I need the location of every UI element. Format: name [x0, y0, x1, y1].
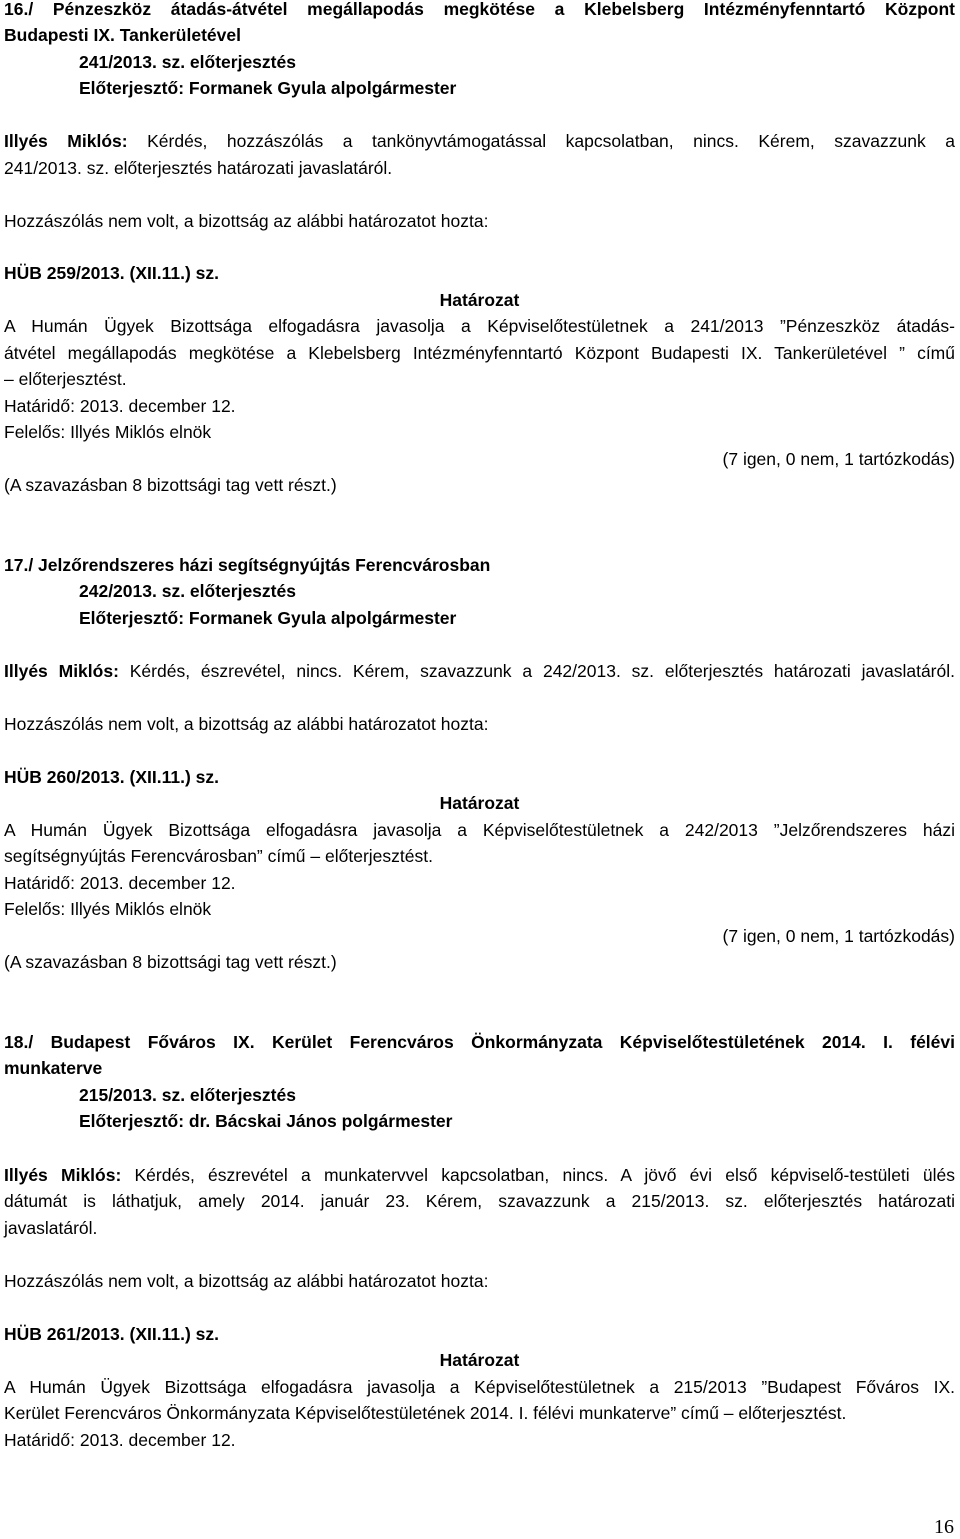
item-18-resolution-text-2: Kerület Ferencváros Önkormányzata Képviselőtestületének 2014. I. félévi munkaterve” című – előterjesztést.: [4, 1403, 847, 1423]
item-18-heading: 18./ Budapest Főváros IX. Kerület Ferencváros Önkormányzata Képviselőtestületének 2014. I. félévi: [4, 1032, 955, 1052]
item-16-participants: (A szavazásban 8 bizottsági tag vett részt.): [4, 475, 337, 495]
item-16-heading-cont: Budapesti IX. Tankerületével: [4, 25, 241, 45]
item-18-number: 215/2013. sz. előterjesztés: [79, 1085, 296, 1105]
item-18-speech: [4, 1162, 955, 1188]
item-17-presenter: Előterjesztő: Formanek Gyula alpolgármester: [79, 608, 457, 628]
item-18-presenter: Előterjesztő: dr. Bácskai János polgármester: [79, 1111, 453, 1131]
item-16-vote: (7 igen, 0 nem, 1 tartózkodás): [722, 449, 955, 469]
item-16-responsible: Felelős: Illyés Miklós elnök: [4, 422, 212, 442]
speaker-name: Illyés Miklós:: [4, 1165, 122, 1185]
item-17-no-comment: Hozzászólás nem volt, a bizottság az alábbi határozatot hozta:: [4, 714, 489, 734]
item-16-number: 241/2013. sz. előterjesztés: [79, 52, 296, 72]
item-17-heading: 17./ Jelzőrendszeres házi segítségnyújtás Ferencvárosban: [4, 555, 491, 575]
item-18-resolution-title: Határozat: [439, 1350, 520, 1370]
speech-text: Kérdés, észrevétel, nincs. Kérem, szavazzunk a 242/2013. sz. előterjesztés határozati javaslatáról.: [118, 661, 955, 681]
speaker-name: Illyés Miklós:: [4, 131, 128, 151]
item-16-no-comment: Hozzászólás nem volt, a bizottság az alábbi határozatot hozta:: [4, 211, 489, 231]
item-18-deadline: Határidő: 2013. december 12.: [4, 1430, 236, 1450]
item-16-deadline: Határidő: 2013. december 12.: [4, 396, 236, 416]
speech-text: Kérdés, hozzászólás a tankönyvtámogatással kapcsolatban, nincs. Kérem, szavazzunk a: [127, 131, 955, 151]
item-16-resolution-text: A Humán Ügyek Bizottsága elfogadásra javasolja a Képviselőtestületnek a 241/2013 ”Pénzeszköz átadás-: [4, 316, 955, 336]
page-number: 16: [934, 1516, 954, 1538]
item-16-resolution-id: HÜB 259/2013. (XII.11.) sz.: [4, 263, 219, 283]
item-17-resolution-title: Határozat: [439, 793, 520, 813]
item-17-number: 242/2013. sz. előterjesztés: [79, 581, 296, 601]
item-16-resolution-title: Határozat: [439, 290, 520, 310]
item-17-responsible: Felelős: Illyés Miklós elnök: [4, 899, 212, 919]
item-17-deadline: Határidő: 2013. december 12.: [4, 873, 236, 893]
speaker-name: Illyés Miklós:: [4, 661, 119, 681]
item-16-presenter: Előterjesztő: Formanek Gyula alpolgármester: [79, 78, 457, 98]
item-18-resolution-id: HÜB 261/2013. (XII.11.) sz.: [4, 1324, 219, 1344]
speech-text: Kérdés, észrevétel a munkatervvel kapcsolatban, nincs. A jövő évi első képviselő-testületi ülés: [121, 1165, 956, 1185]
item-18-resolution-text: A Humán Ügyek Bizottsága elfogadásra javasolja a Képviselőtestületnek a 215/2013 ”Budapest Főváros IX.: [4, 1377, 955, 1397]
item-16-speech-cont: 241/2013. sz. előterjesztés határozati javaslatáról.: [4, 158, 393, 178]
item-16-heading: 16./ Pénzeszköz átadás-átvétel megállapodás megkötése a Klebelsberg Intézményfenntartó Központ: [4, 0, 955, 19]
item-17-speech: [4, 658, 955, 684]
item-17-resolution-id: HÜB 260/2013. (XII.11.) sz.: [4, 767, 219, 787]
item-17-resolution-text-2: segítségnyújtás Ferencvárosban” című – előterjesztést.: [4, 846, 433, 866]
item-17-participants: (A szavazásban 8 bizottsági tag vett részt.): [4, 952, 337, 972]
item-16-resolution-text-3: – előterjesztést.: [4, 369, 127, 389]
item-18-speech-cont-2: javaslatáról.: [4, 1218, 98, 1238]
item-18-heading-cont: munkaterve: [4, 1058, 103, 1078]
item-18-no-comment: Hozzászólás nem volt, a bizottság az alábbi határozatot hozta:: [4, 1271, 489, 1291]
item-16-resolution-text-2: átvétel megállapodás megkötése a Klebelsberg Intézményfenntartó Központ Budapesti IX. Tankerületével ” című: [4, 343, 955, 363]
item-18-speech-cont: dátumát is láthatjuk, amely 2014. január 23. Kérem, szavazzunk a 215/2013. sz. előterjesztés határozati: [4, 1191, 955, 1211]
item-17-vote: (7 igen, 0 nem, 1 tartózkodás): [722, 926, 955, 946]
item-16-speech: [4, 128, 955, 154]
item-17-resolution-text: A Humán Ügyek Bizottsága elfogadásra javasolja a Képviselőtestületnek a 242/2013 ”Jelzőrendszeres házi: [4, 820, 955, 840]
